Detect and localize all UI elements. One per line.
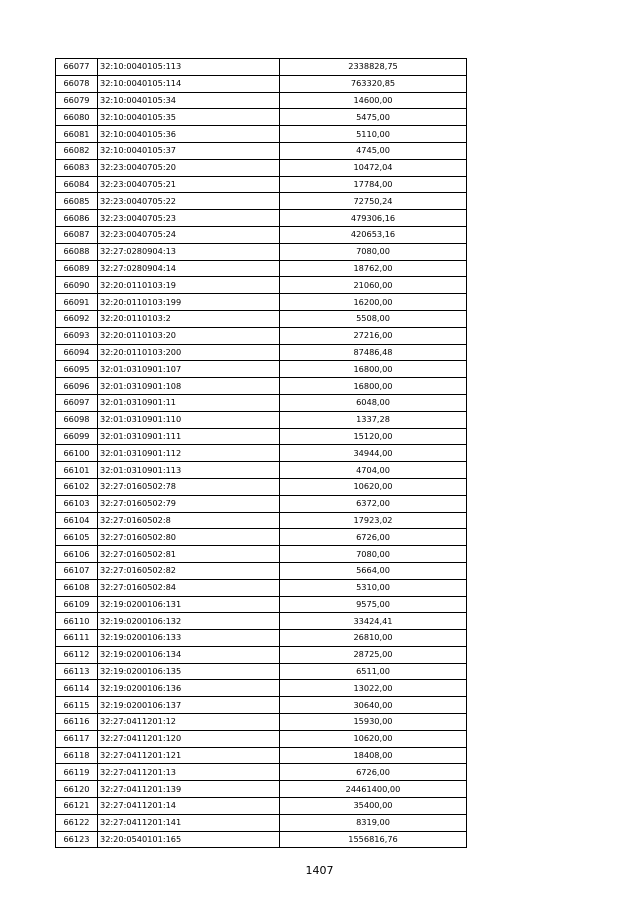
- table-row: [56, 59, 467, 76]
- cadastral-number-cell: 32:10:0040105:113: [98, 59, 280, 76]
- value-cell: 4704,00: [280, 462, 467, 479]
- cadastral-number-cell: 32:20:0110103:200: [98, 344, 280, 361]
- row-number-cell: 66101: [56, 462, 98, 479]
- cadastral-number-cell: 32:27:0411201:13: [98, 764, 280, 781]
- row-number-cell: 66087: [56, 226, 98, 243]
- value-cell: 1556816,76: [280, 831, 467, 848]
- table-row: [56, 579, 467, 596]
- table-row: [56, 798, 467, 815]
- cadastral-number-cell: 32:23:0040705:21: [98, 176, 280, 193]
- table-row: [56, 243, 467, 260]
- table-row: [56, 747, 467, 764]
- table-row: [56, 646, 467, 663]
- cadastral-number-cell: 32:10:0040105:35: [98, 109, 280, 126]
- cadastral-number-cell: 32:01:0310901:111: [98, 428, 280, 445]
- value-cell: 7080,00: [280, 546, 467, 563]
- cadastral-number-cell: 32:27:0280904:14: [98, 260, 280, 277]
- table-row: [56, 478, 467, 495]
- table-row: [56, 546, 467, 563]
- table-row: [56, 176, 467, 193]
- row-number-cell: 66111: [56, 630, 98, 647]
- row-number-cell: 66077: [56, 59, 98, 76]
- cadastral-number-cell: 32:27:0280904:13: [98, 243, 280, 260]
- value-cell: 17923,02: [280, 512, 467, 529]
- table-row: [56, 210, 467, 227]
- row-number-cell: 66097: [56, 394, 98, 411]
- table-row: [56, 109, 467, 126]
- cadastral-number-cell: 32:19:0200106:134: [98, 646, 280, 663]
- row-number-cell: 66121: [56, 798, 98, 815]
- row-number-cell: 66096: [56, 378, 98, 395]
- table-row: [56, 277, 467, 294]
- value-cell: 9575,00: [280, 596, 467, 613]
- value-cell: 7080,00: [280, 243, 467, 260]
- row-number-cell: 66099: [56, 428, 98, 445]
- row-number-cell: 66079: [56, 92, 98, 109]
- value-cell: 6726,00: [280, 764, 467, 781]
- cadastral-number-cell: 32:10:0040105:34: [98, 92, 280, 109]
- row-number-cell: 66082: [56, 142, 98, 159]
- value-cell: 16800,00: [280, 378, 467, 395]
- cadastral-number-cell: 32:01:0310901:113: [98, 462, 280, 479]
- value-cell: 763320,85: [280, 75, 467, 92]
- cadastral-number-cell: 32:01:0310901:107: [98, 361, 280, 378]
- table-row: [56, 361, 467, 378]
- value-cell: 5664,00: [280, 562, 467, 579]
- cadastral-number-cell: 32:01:0310901:110: [98, 411, 280, 428]
- cadastral-number-cell: 32:10:0040105:36: [98, 126, 280, 143]
- table-row: [56, 630, 467, 647]
- row-number-cell: 66117: [56, 730, 98, 747]
- value-cell: 10472,04: [280, 159, 467, 176]
- row-number-cell: 66086: [56, 210, 98, 227]
- value-cell: 18762,00: [280, 260, 467, 277]
- value-cell: 21060,00: [280, 277, 467, 294]
- cadastral-number-cell: 32:10:0040105:114: [98, 75, 280, 92]
- row-number-cell: 66110: [56, 613, 98, 630]
- row-number-cell: 66105: [56, 529, 98, 546]
- row-number-cell: 66102: [56, 478, 98, 495]
- table-row: [56, 378, 467, 395]
- row-number-cell: 66113: [56, 663, 98, 680]
- value-cell: 33424,41: [280, 613, 467, 630]
- registry-table: [55, 58, 467, 848]
- table-row: [56, 294, 467, 311]
- value-cell: 87486,48: [280, 344, 467, 361]
- value-cell: 27216,00: [280, 327, 467, 344]
- table-row: [56, 226, 467, 243]
- cadastral-number-cell: 32:23:0040705:24: [98, 226, 280, 243]
- table-row: [56, 260, 467, 277]
- table-row: [56, 495, 467, 512]
- cadastral-number-cell: 32:20:0110103:199: [98, 294, 280, 311]
- table-row: [56, 697, 467, 714]
- cadastral-number-cell: 32:01:0310901:108: [98, 378, 280, 395]
- value-cell: 6726,00: [280, 529, 467, 546]
- cadastral-number-cell: 32:20:0110103:19: [98, 277, 280, 294]
- table-row: [56, 714, 467, 731]
- value-cell: 5508,00: [280, 310, 467, 327]
- row-number-cell: 66081: [56, 126, 98, 143]
- row-number-cell: 66078: [56, 75, 98, 92]
- table-row: [56, 529, 467, 546]
- table-row: [56, 159, 467, 176]
- cadastral-number-cell: 32:27:0411201:139: [98, 781, 280, 798]
- value-cell: 2338828,75: [280, 59, 467, 76]
- table-row: [56, 142, 467, 159]
- table-row: [56, 462, 467, 479]
- table-row: [56, 562, 467, 579]
- value-cell: 479306,16: [280, 210, 467, 227]
- table-row: [56, 512, 467, 529]
- cadastral-number-cell: 32:27:0160502:81: [98, 546, 280, 563]
- row-number-cell: 66100: [56, 445, 98, 462]
- value-cell: 5475,00: [280, 109, 467, 126]
- value-cell: 4745,00: [280, 142, 467, 159]
- cadastral-number-cell: 32:19:0200106:135: [98, 663, 280, 680]
- cadastral-number-cell: 32:23:0040705:22: [98, 193, 280, 210]
- value-cell: 30640,00: [280, 697, 467, 714]
- value-cell: 24461400,00: [280, 781, 467, 798]
- row-number-cell: 66104: [56, 512, 98, 529]
- cadastral-number-cell: 32:27:0160502:78: [98, 478, 280, 495]
- row-number-cell: 66089: [56, 260, 98, 277]
- cadastral-number-cell: 32:23:0040705:20: [98, 159, 280, 176]
- value-cell: 16800,00: [280, 361, 467, 378]
- value-cell: 72750,24: [280, 193, 467, 210]
- table-row: [56, 764, 467, 781]
- cadastral-number-cell: 32:27:0411201:12: [98, 714, 280, 731]
- cadastral-number-cell: 32:01:0310901:11: [98, 394, 280, 411]
- row-number-cell: 66114: [56, 680, 98, 697]
- value-cell: 28725,00: [280, 646, 467, 663]
- table-row: [56, 126, 467, 143]
- row-number-cell: 66112: [56, 646, 98, 663]
- table-row: [56, 613, 467, 630]
- row-number-cell: 66119: [56, 764, 98, 781]
- value-cell: 5310,00: [280, 579, 467, 596]
- value-cell: 8319,00: [280, 814, 467, 831]
- row-number-cell: 66084: [56, 176, 98, 193]
- cadastral-number-cell: 32:19:0200106:136: [98, 680, 280, 697]
- table-row: [56, 814, 467, 831]
- table-row: [56, 428, 467, 445]
- cadastral-number-cell: 32:27:0160502:80: [98, 529, 280, 546]
- cadastral-number-cell: 32:19:0200106:137: [98, 697, 280, 714]
- table-row: [56, 411, 467, 428]
- row-number-cell: 66094: [56, 344, 98, 361]
- row-number-cell: 66098: [56, 411, 98, 428]
- cadastral-number-cell: 32:20:0110103:20: [98, 327, 280, 344]
- table-row: [56, 310, 467, 327]
- row-number-cell: 66118: [56, 747, 98, 764]
- table-row: [56, 596, 467, 613]
- value-cell: 6511,00: [280, 663, 467, 680]
- cadastral-number-cell: 32:27:0160502:82: [98, 562, 280, 579]
- table-row: [56, 781, 467, 798]
- registry-table-body: [56, 59, 467, 848]
- value-cell: 15120,00: [280, 428, 467, 445]
- cadastral-number-cell: 32:23:0040705:23: [98, 210, 280, 227]
- cadastral-number-cell: 32:20:0540101:165: [98, 831, 280, 848]
- page-number: 1407: [305, 864, 334, 877]
- cadastral-number-cell: 32:27:0411201:14: [98, 798, 280, 815]
- row-number-cell: 66095: [56, 361, 98, 378]
- cadastral-number-cell: 32:10:0040105:37: [98, 142, 280, 159]
- value-cell: 34944,00: [280, 445, 467, 462]
- table-row: [56, 92, 467, 109]
- row-number-cell: 66123: [56, 831, 98, 848]
- value-cell: 10620,00: [280, 730, 467, 747]
- value-cell: 14600,00: [280, 92, 467, 109]
- table-row: [56, 680, 467, 697]
- value-cell: 1337,28: [280, 411, 467, 428]
- table-row: [56, 193, 467, 210]
- row-number-cell: 66085: [56, 193, 98, 210]
- table-row: [56, 831, 467, 848]
- row-number-cell: 66115: [56, 697, 98, 714]
- table-row: [56, 663, 467, 680]
- row-number-cell: 66093: [56, 327, 98, 344]
- row-number-cell: 66091: [56, 294, 98, 311]
- row-number-cell: 66122: [56, 814, 98, 831]
- value-cell: 5110,00: [280, 126, 467, 143]
- value-cell: 13022,00: [280, 680, 467, 697]
- row-number-cell: 66103: [56, 495, 98, 512]
- cadastral-number-cell: 32:20:0110103:2: [98, 310, 280, 327]
- cadastral-number-cell: 32:27:0160502:84: [98, 579, 280, 596]
- row-number-cell: 66088: [56, 243, 98, 260]
- table-row: [56, 327, 467, 344]
- value-cell: 6372,00: [280, 495, 467, 512]
- value-cell: 18408,00: [280, 747, 467, 764]
- cadastral-number-cell: 32:27:0160502:79: [98, 495, 280, 512]
- table-row: [56, 394, 467, 411]
- row-number-cell: 66090: [56, 277, 98, 294]
- table-row: [56, 730, 467, 747]
- row-number-cell: 66109: [56, 596, 98, 613]
- value-cell: 16200,00: [280, 294, 467, 311]
- value-cell: 17784,00: [280, 176, 467, 193]
- row-number-cell: 66080: [56, 109, 98, 126]
- table-row: [56, 75, 467, 92]
- table-row: [56, 445, 467, 462]
- cadastral-number-cell: 32:19:0200106:132: [98, 613, 280, 630]
- value-cell: 35400,00: [280, 798, 467, 815]
- row-number-cell: 66107: [56, 562, 98, 579]
- cadastral-number-cell: 32:27:0411201:121: [98, 747, 280, 764]
- row-number-cell: 66116: [56, 714, 98, 731]
- row-number-cell: 66092: [56, 310, 98, 327]
- value-cell: 6048,00: [280, 394, 467, 411]
- cadastral-number-cell: 32:27:0160502:8: [98, 512, 280, 529]
- cadastral-number-cell: 32:27:0411201:120: [98, 730, 280, 747]
- row-number-cell: 66083: [56, 159, 98, 176]
- cadastral-number-cell: 32:27:0411201:141: [98, 814, 280, 831]
- cadastral-number-cell: 32:01:0310901:112: [98, 445, 280, 462]
- cadastral-number-cell: 32:19:0200106:131: [98, 596, 280, 613]
- table-row: [56, 344, 467, 361]
- value-cell: 15930,00: [280, 714, 467, 731]
- row-number-cell: 66120: [56, 781, 98, 798]
- row-number-cell: 66106: [56, 546, 98, 563]
- row-number-cell: 66108: [56, 579, 98, 596]
- value-cell: 420653,16: [280, 226, 467, 243]
- value-cell: 10620,00: [280, 478, 467, 495]
- cadastral-number-cell: 32:19:0200106:133: [98, 630, 280, 647]
- value-cell: 26810,00: [280, 630, 467, 647]
